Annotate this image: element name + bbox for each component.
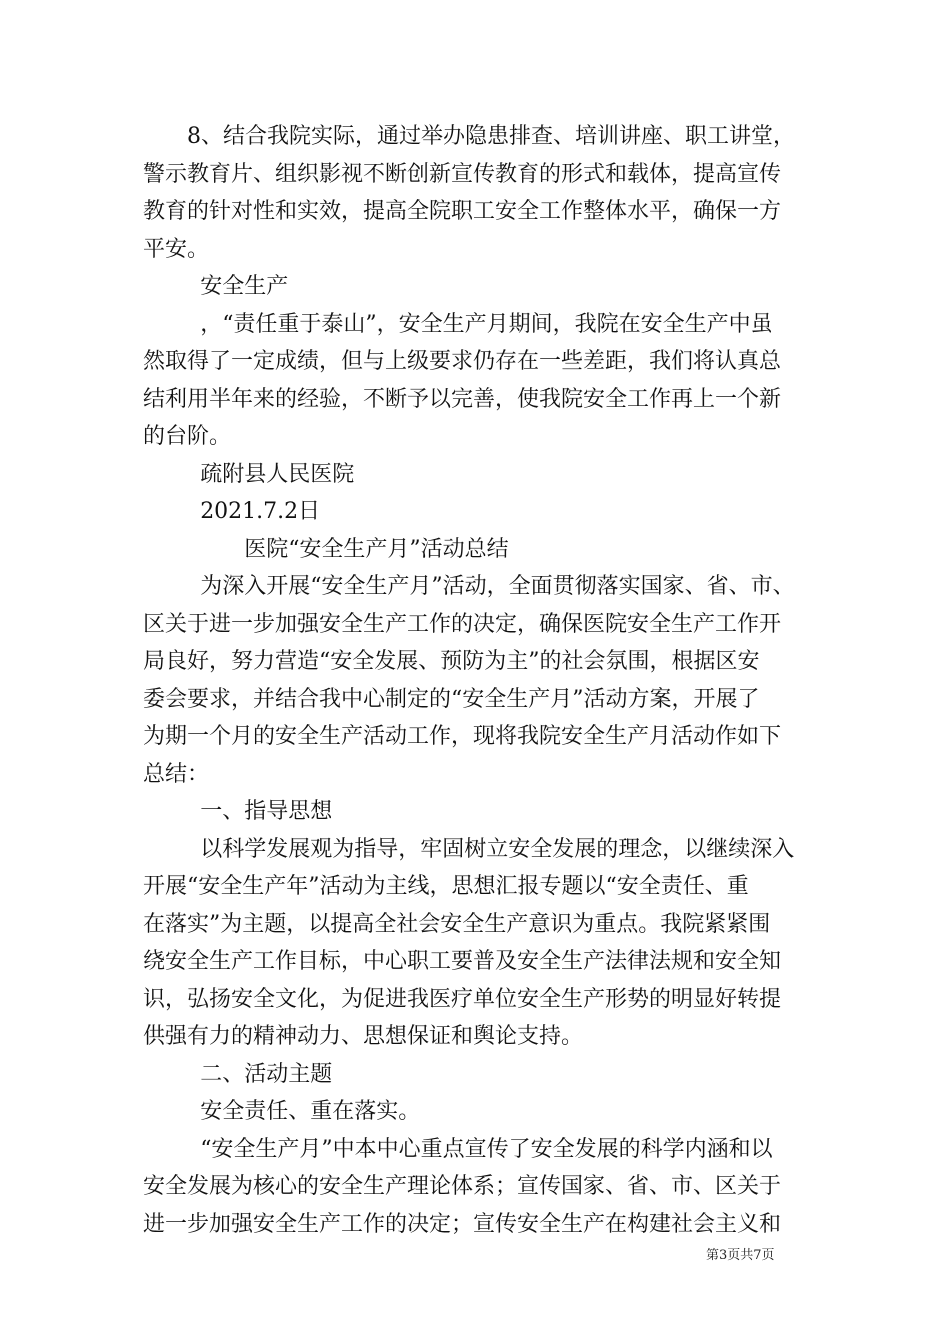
text-line: 8、结合我院实际，通过举办隐患排查、培训讲座、职工讲堂， bbox=[187, 124, 795, 149]
text-line: 为深入开展“安全生产月”活动，全面贯彻落实国家、省、市、 bbox=[200, 574, 795, 599]
text-line: 教育的针对性和实效，提高全院职工安全工作整体水平，确保一方 bbox=[143, 199, 782, 224]
text-line: 平安。 bbox=[143, 236, 210, 262]
text-line: 警示教育片、组织影视不断创新宣传教育的形式和载体，提高宣传 bbox=[143, 161, 782, 187]
text-line: 绕安全生产工作目标，中心职工要普及安全生产法律法规和安全知 bbox=[143, 949, 782, 974]
text-line: 开展“安全生产年”活动为主线，思想汇报专题以“安全责任、重 bbox=[143, 874, 749, 899]
text-line: 在落实”为主题，以提高全社会安全生产意识为重点。我院紧紧围 bbox=[143, 911, 771, 937]
text-line: 然取得了一定成绩，但与上级要求仍存在一些差距，我们将认真总 bbox=[143, 349, 782, 374]
text-line: 结利用半年来的经验，不断予以完善，使我院安全工作再上一个新 bbox=[143, 386, 782, 412]
text-line: 的台阶。 bbox=[143, 424, 232, 449]
text-line: 局良好，努力营造“安全发展、预防为主”的社会氛围，根据区安 bbox=[143, 649, 760, 674]
page-number: 第3页共7页 bbox=[706, 1248, 775, 1263]
text-line: 总结： bbox=[143, 761, 210, 787]
text-line: 以科学发展观为指导，牢固树立安全发展的理念，以继续深入 bbox=[200, 836, 795, 862]
text-line: 二、活动主题 bbox=[200, 1061, 333, 1087]
text-line: 疏附县人民医院 bbox=[200, 461, 355, 487]
text-line: 安全发展为核心的安全生产理论体系；宣传国家、省、市、区关于 bbox=[143, 1174, 782, 1199]
text-line: ，“责任重于泰山”，安全生产月期间，我院在安全生产中虽 bbox=[200, 311, 773, 337]
text-line: 供强有力的精神动力、思想保证和舆论支持。 bbox=[143, 1024, 584, 1049]
text-line: 委会要求，并结合我中心制定的“安全生产月”活动方案，开展了 bbox=[143, 686, 760, 712]
text-line: 一、指导思想 bbox=[200, 799, 333, 824]
text-line: 安全生产 bbox=[200, 274, 289, 299]
text-line: “安全生产月”中本中心重点宣传了安全发展的科学内涵和以 bbox=[200, 1136, 773, 1162]
text-line: 识，弘扬安全文化，为促进我医疗单位安全生产形势的明显好转提 bbox=[143, 986, 782, 1012]
document-body bbox=[143, 118, 813, 1243]
text-line: 为期一个月的安全生产活动工作，现将我院安全生产月活动作如下 bbox=[143, 724, 782, 749]
text-line: 安全责任、重在落实。 bbox=[200, 1099, 421, 1124]
text-line: 2021.7.2日 bbox=[200, 499, 321, 524]
text-line: 区关于进一步加强安全生产工作的决定，确保医院安全生产工作开 bbox=[143, 611, 782, 637]
text-line: 进一步加强安全生产工作的决定；宣传安全生产在构建社会主义和 bbox=[143, 1211, 782, 1237]
text-line: 医院“安全生产月”活动总结 bbox=[244, 536, 509, 562]
